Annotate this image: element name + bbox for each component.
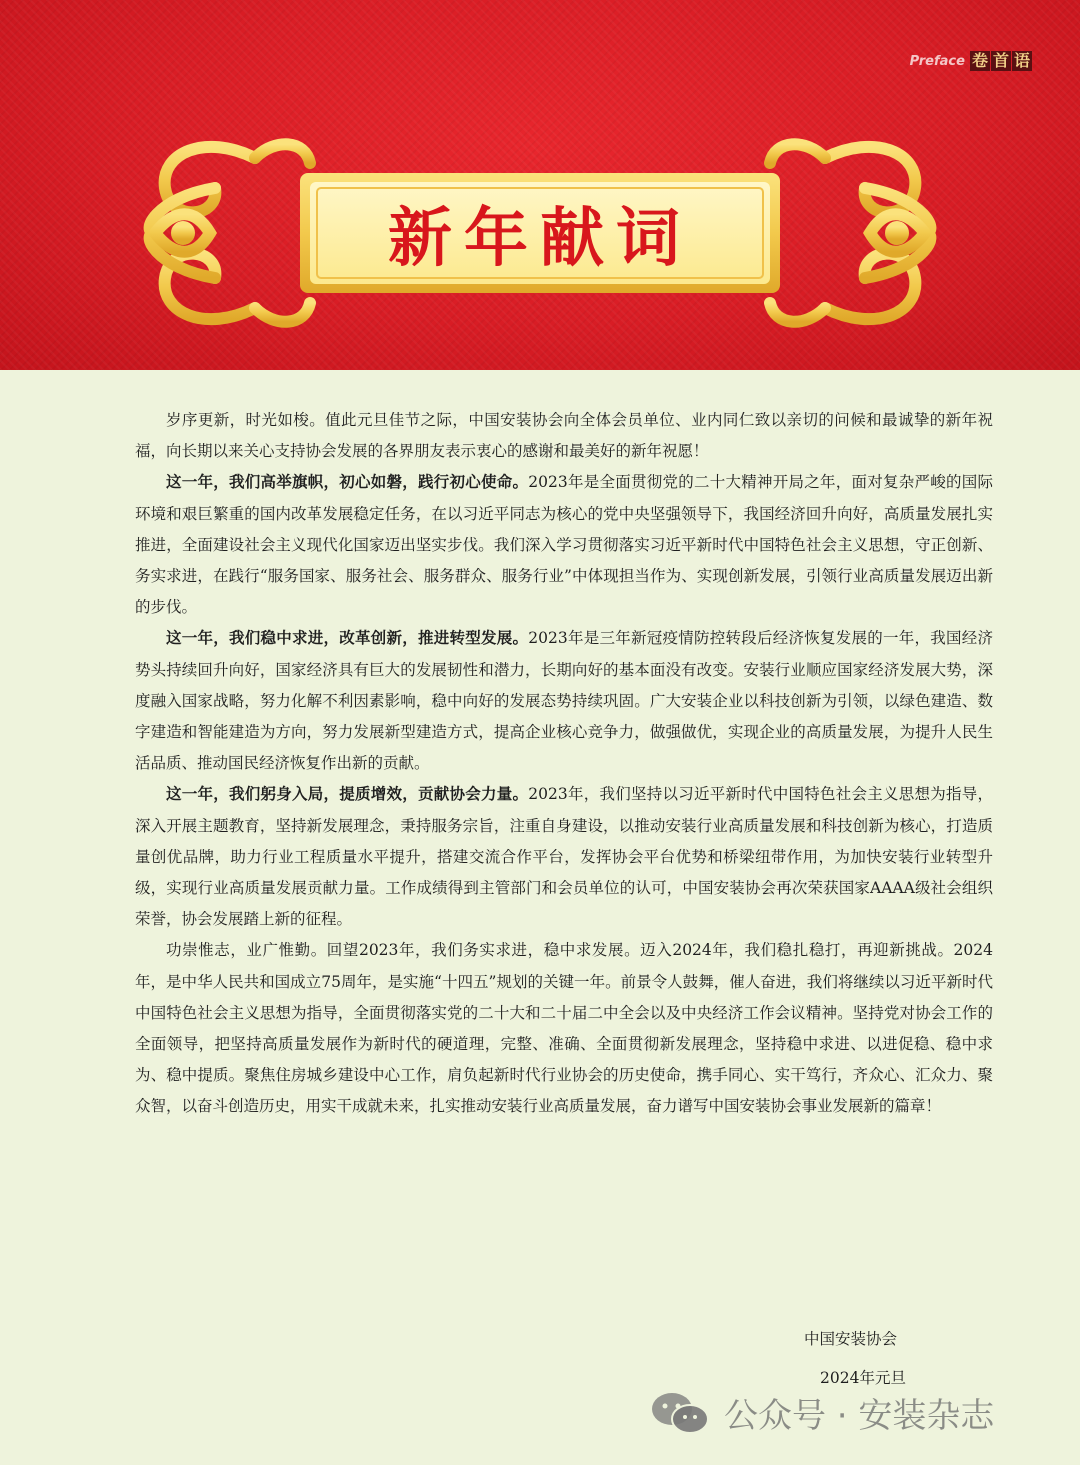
ornament-knot-right: [770, 144, 930, 321]
section-tag-char: 卷: [971, 51, 988, 70]
paragraph-lead: 这一年，我们高举旗帜，初心如磐，践行初心使命。: [166, 473, 529, 492]
watermark-text: 公众号 · 安装杂志: [724, 1396, 995, 1436]
paragraph-lead: 这一年，我们稳中求进，改革创新，推进转型发展。: [166, 629, 529, 648]
section-tag-char: 首: [992, 51, 1009, 70]
paragraph: 这一年，我们稳中求进，改革创新，推进转型发展。2023年是三年新冠疫情防控转段后经济恢复发展的一年，我国经济势头持续回升向好，国家经济具有巨大的发展韧性和潜力，长期向好的基本面没有改变。安装行业顺应国家经济发展大势，深度融入国家战略，努力化解不利因素影响，稳中向好的发展态势持续巩固。广大安装企业以科技创新为引领，以绿色建造、数字建造和智能建造为方向，努力发展新型建造方式，提高企业核心竞争力，做强做优，实现企业的高质量发展，为提升人民生活品质、推动国民经济恢复作出新的贡献。: [135, 629, 993, 773]
ornament-knot-left: [150, 144, 310, 321]
paragraph: 这一年，我们高举旗帜，初心如磐，践行初心使命。2023年是全面贯彻党的二十大精神开局之年，面对复杂严峻的国际环境和艰巨繁重的国内改革发展稳定任务，在以习近平同志为核心的党中央坚强领导下，我国经济回升向好，高质量发展扎实推进，全面建设社会主义现代化国家迈出坚实步伐。我们深入学习贯彻落实习近平新时代中国特色社会主义思想，守正创新、务实求进，在践行“服务国家、服务社会、服务群众、服务行业”中体现担当作为、实现创新发展，引领行业高质量发展迈出新的步伐。: [135, 473, 993, 617]
wechat-icon: [650, 1391, 710, 1435]
section-tag-chinese: [969, 51, 1032, 71]
section-tag-char: 语: [1013, 51, 1030, 70]
section-tag-english: Preface: [909, 53, 965, 69]
paragraph: 岁序更新，时光如梭。值此元旦佳节之际，中国安装协会向全体会员单位、业内同仁致以亲切的问候和最诚挚的新年祝福，向长期以来关心支持协会发展的各界朋友表示衷心的感谢和最美好的新年祝愿！: [135, 411, 993, 461]
signature-org: 中国安装协会: [804, 1330, 898, 1348]
article-body: [135, 405, 993, 1123]
section-tag: [910, 51, 1032, 71]
watermark: [650, 1388, 994, 1437]
paragraph: 这一年，我们躬身入局，提质增效，贡献协会力量。2023年，我们坚持以习近平新时代中国特色社会主义思想为指导，深入开展主题教育，坚持新发展理念，秉持服务宗旨，注重自身建设，以推动安装行业高质量发展和科技创新为核心，打造质量创优品牌，助力行业工程质量水平提升，搭建交流合作平台，发挥协会平台优势和桥梁纽带作用，为加快安装行业转型升级，实现行业高质量发展贡献力量。工作成绩得到主管部门和会员单位的认可，中国安装协会再次荣获国家AAAA级社会组织荣誉，协会发展踏上新的征程。: [135, 785, 993, 929]
signature-date: 2024年元旦: [820, 1369, 906, 1387]
header-banner: [0, 0, 1080, 370]
paragraph-lead: 这一年，我们躬身入局，提质增效，贡献协会力量。: [166, 785, 529, 804]
page-title: 新年献词: [388, 202, 692, 276]
paragraph: 功崇惟志，业广惟勤。回望2023年，我们务实求进，稳中求发展。迈入2024年，我们稳扎稳打，再迎新挑战。2024年，是中华人民共和国成立75周年，是实施“十四五”规划的关键一年。前景令人鼓舞，催人奋进，我们将继续以习近平新时代中国特色社会主义思想为指导，全面贯彻落实党的二十大和二十届二中全会以及中央经济工作会议精神。坚持党对协会工作的全面领导，把坚持高质量发展作为新时代的硬道理，完整、准确、全面贯彻新发展理念，坚持稳中求进、以进促稳、稳中求为、稳中提质。聚焦住房城乡建设中心工作，肩负起新时代行业协会的历史使命，携手同心、实干笃行，齐众心、汇众力、聚众智，以奋斗创造历史，用实干成就未来，扎实推动安装行业高质量发展，奋力谱写中国安装协会事业发展新的篇章！: [135, 941, 993, 1116]
